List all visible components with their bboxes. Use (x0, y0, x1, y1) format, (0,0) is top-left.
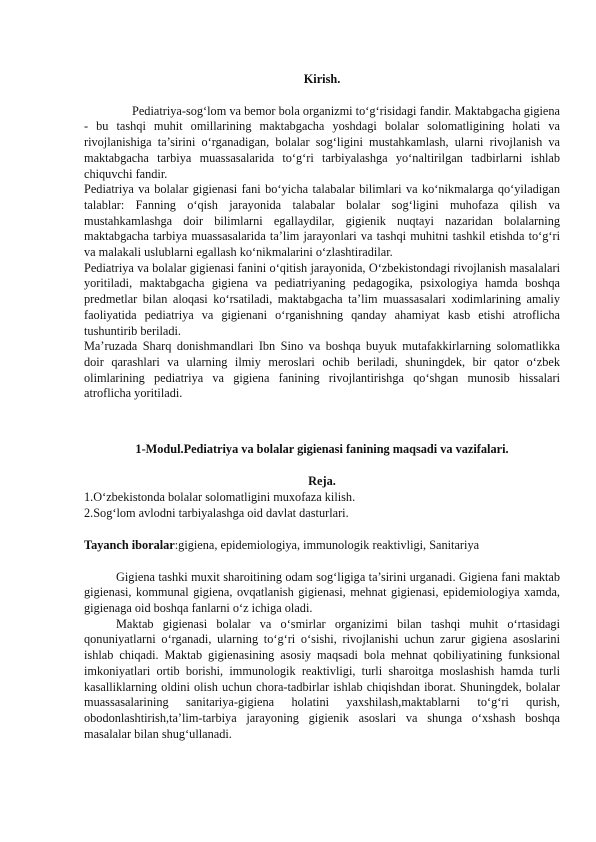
key-terms (84, 538, 560, 554)
module-title: 1-Modul.Pediatriya va bolalar gigienasi fanining maqsadi va vazifalari. (135, 442, 509, 457)
intro-paragraph-1: Pediatriya-sog‘lom va bemor bola organizmi to‘g‘risidagi fandir. Maktabgacha gigiena - bu tashqi muhit omillarining maktabgacha yoshdagi bolalar solomatligining holati va rivojlanishiga ta’sirini o‘rganadigan, bolalar sog‘ligini mustahkamlash, ularni rivojlanish va maktabgacha tarbiya muassasalarida to‘g‘ri tarbiyalashga yo‘naltirilgan tadbirlarni ishlab chiquvchi fandir. (84, 103, 560, 181)
key-terms-text: :gigiena, epidemiologiya, immunologik reaktivligi, Sanitariya (174, 537, 480, 552)
plan-title: Reja. (308, 473, 336, 488)
page-title: Kirish. (303, 72, 341, 86)
key-terms-label: Tayanch iboralar (84, 537, 175, 552)
intro-paragraph-2: Pediatriya va bolalar gigienasi fani bo‘yicha talabalar bilimlari va ko‘nikmalarga qo‘yiladigan talablar: Fanning o‘qish jarayonida talabalar bolalar sog‘ligini muhofaza qilish va mustahkamlashga doir bilimlarni egallaydilar, gigienik nuqtayi nazaridan bolalarning maktabgacha tarbiya muassasalarida ta’lim jarayonlari va tashqi muhitni tashkil etishda to‘g‘ri va malakali uslublarni egallash ko‘nikmalarini o‘zlashtiradilar. (84, 182, 560, 260)
document-page (84, 72, 560, 742)
spacer (84, 522, 560, 538)
intro-paragraph-4: Ma’ruzada Sharq donishmandlari Ibn Sino va boshqa buyuk mutafakkirlarning solomatlikka doir qarashlari va ularning ilmiy meroslari ochib beriladi, shuningdek, bir qator o‘zbek olimlarining pediatriya va gigiena fanining rivojlantirishga qo‘shgan munosib hissalari atroflicha yoritiladi. (84, 339, 560, 401)
plan-item-1: 1.O‘zbekistonda bolalar solomatligini muxofaza kilish. (84, 490, 356, 505)
spacer (84, 554, 560, 570)
intro-paragraph-3: Pediatriya va bolalar gigienasi fanini o‘qitish jarayonida, O‘zbekistondagi rivojlanish masalalari yoritiladi, maktabgacha gigiena va pediatriyaning pedagogika, psixologiya hamda boshqa predmetlar bilan aloqasi ko‘rsatiladi, maktabgacha ta’lim muassasalari xodimlarining amaliy faoliyatida pediatriya va gigienani o‘rganishning qanday ahamiyat kasb etishi atroflicha tushuntirib beriladi. (84, 260, 560, 338)
body-paragraph-1: Gigiena tashki muxit sharoitining odam sog‘ligiga ta’sirini urganadi. Gigiena fani maktab gigienasi, kommunal gigiena, ovqatlanish gigienasi, mehnat gigienasi, epidemiologiya xamda, gigienaga oid boshqa fanlarni o‘z ichiga oladi. (84, 569, 560, 615)
body-paragraph-2: Maktab gigienasi bolalar va o‘smirlar organizimi bilan tashqi muhit o‘rtasidagi qonuniyatlarni o‘rganadi, ularning to‘g‘ri o‘sishi, rivojlanishi uchun zarur gigiena asoslarini ishlab chiqadi. Maktab gigienasining asosiy maqsadi bola mehnat qobiliyatining funksional imkoniyatlari ortib borishi, immunologik reaktivligi, turli sharoitga moslashish hamda turli kasalliklarning oldini olish uchun chora-tadbirlar ishlab chiqishdan iborat. Shuningdek, bolalar muassasalarining sanitariya-gigiena holatini yaxshilash,maktablarni to‘g‘ri qurish, obodonlashtirish,ta’lim-tarbiya jarayoning gigienik asoslari va shunga o‘xshash boshqa masalalar bilan shug‘ullanadi. (84, 616, 560, 741)
plan-item-2: 2.Sog‘lom avlodni tarbiyalashga oid davlat dasturlari. (84, 506, 349, 521)
